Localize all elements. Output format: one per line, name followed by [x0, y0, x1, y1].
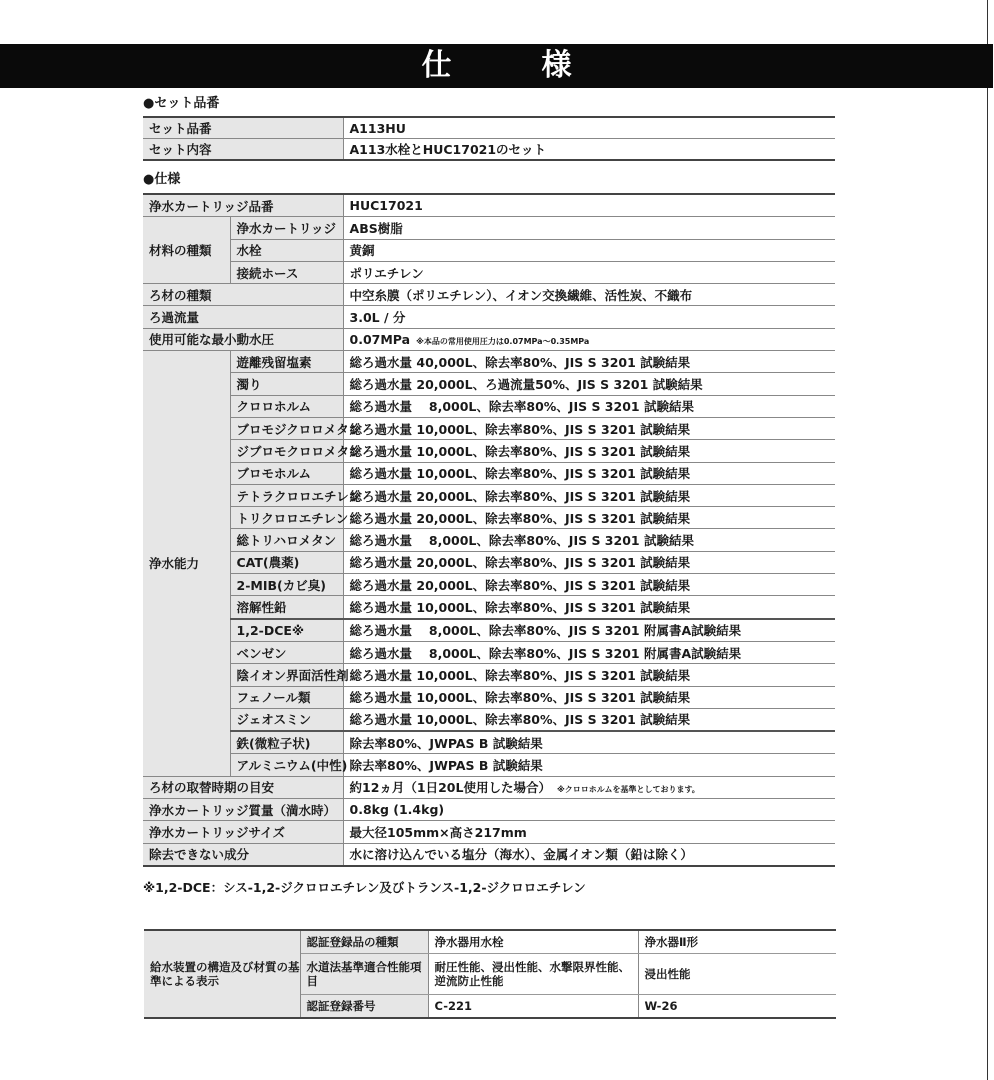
- table-row: [143, 754, 835, 776]
- table-row: [143, 776, 835, 798]
- row-value: C-221: [428, 995, 638, 1019]
- row-label: 浄水カートリッジ品番: [143, 194, 343, 217]
- table-row: [143, 139, 835, 161]
- table-row: [143, 731, 835, 754]
- row-sublabel: 濁り: [230, 373, 343, 395]
- row-label: 認証登録番号: [300, 995, 428, 1019]
- row-value: ポリエチレン: [343, 261, 835, 283]
- row-value: 浸出性能: [638, 954, 836, 995]
- table-row: [143, 574, 835, 596]
- row-value: ABS樹脂: [343, 217, 835, 239]
- table-row: [143, 529, 835, 551]
- row-sublabel: ジブロモクロロメタン: [230, 440, 343, 462]
- row-value: 総ろ過水量 20,000L、除去率80%、JIS S 3201 試験結果: [343, 507, 835, 529]
- row-label: 浄水カートリッジ質量（満水時）: [143, 799, 343, 821]
- table-row: [143, 551, 835, 573]
- footnote: ※1,2-DCE：シス-1,2-ジクロロエチレン及びトランス-1,2-ジクロロエチレン: [143, 880, 586, 895]
- row-label: ろ材の取替時期の目安: [143, 776, 343, 798]
- row-sublabel: CAT(農薬): [230, 551, 343, 573]
- table-row: [143, 843, 835, 866]
- table-row: [143, 417, 835, 439]
- table-row: [143, 799, 835, 821]
- row-value: 最大径105mm×高さ217mm: [343, 821, 835, 843]
- row-sublabel: フェノール類: [230, 686, 343, 708]
- table-row: [143, 261, 835, 283]
- row-value: [343, 328, 835, 350]
- table-row: [143, 351, 835, 373]
- row-value: 総ろ過水量 10,000L、除去率80%、JIS S 3201 試験結果: [343, 417, 835, 439]
- row-label: ろ過流量: [143, 306, 343, 328]
- table-row: [143, 641, 835, 663]
- row-value: 総ろ過水量 20,000L、除去率80%、JIS S 3201 試験結果: [343, 484, 835, 506]
- row-value: 耐圧性能、浸出性能、水撃限界性能、逆流防止性能: [428, 954, 638, 995]
- page-title: 仕 様: [0, 44, 993, 88]
- pressure-note: ※本品の常用使用圧力は0.07MPa～0.35MPa: [416, 336, 590, 346]
- row-value: 総ろ過水量 10,000L、除去率80%、JIS S 3201 試験結果: [343, 596, 835, 619]
- row-value: 総ろ過水量 10,000L、除去率80%、JIS S 3201 試験結果: [343, 664, 835, 686]
- row-sublabel: クロロホルム: [230, 395, 343, 417]
- row-sublabel: ブロモホルム: [230, 462, 343, 484]
- row-value: 総ろ過水量 20,000L、除去率80%、JIS S 3201 試験結果: [343, 574, 835, 596]
- table-row: [143, 440, 835, 462]
- table-row: [143, 484, 835, 506]
- cert-left-label: 給水装置の構造及び材質の基準による表示: [144, 930, 300, 1018]
- row-value: 0.8kg (1.4kg): [343, 799, 835, 821]
- table-row: [143, 239, 835, 261]
- row-sublabel: トリクロロエチレン: [230, 507, 343, 529]
- row-value: 浄水器用水栓: [428, 930, 638, 954]
- row-value: W-26: [638, 995, 836, 1019]
- table-row: [143, 328, 835, 350]
- row-label: 浄水カートリッジサイズ: [143, 821, 343, 843]
- row-sublabel: テトラクロロエチレン: [230, 484, 343, 506]
- row-label: セット品番: [143, 117, 343, 139]
- row-sublabel: 陰イオン界面活性剤: [230, 664, 343, 686]
- table-row: [143, 507, 835, 529]
- table-row: [143, 462, 835, 484]
- row-sublabel: 接続ホース: [230, 261, 343, 283]
- row-value: 総ろ過水量 8,000L、除去率80%、JIS S 3201 試験結果: [343, 529, 835, 551]
- table-row: [143, 686, 835, 708]
- table-row: [143, 194, 835, 217]
- row-value: 除去率80%、JWPAS B 試験結果: [343, 731, 835, 754]
- row-value: 総ろ過水量 10,000L、除去率80%、JIS S 3201 試験結果: [343, 462, 835, 484]
- row-value: 総ろ過水量 10,000L、除去率80%、JIS S 3201 試験結果: [343, 708, 835, 731]
- performance-label: 浄水能力: [143, 351, 230, 777]
- row-label: 使用可能な最小動水圧: [143, 328, 343, 350]
- row-sublabel: 総トリハロメタン: [230, 529, 343, 551]
- table-row: [143, 821, 835, 843]
- row-value: 黄銅: [343, 239, 835, 261]
- row-value: 総ろ過水量 40,000L、除去率80%、JIS S 3201 試験結果: [343, 351, 835, 373]
- table-row: [143, 373, 835, 395]
- row-sublabel: 2-MIB(カビ臭): [230, 574, 343, 596]
- row-sublabel: 鉄(微粒子状): [230, 731, 343, 754]
- row-value: HUC17021: [343, 194, 835, 217]
- replacement-value: 約12ヵ月（1日20L使用した場合）: [349, 780, 551, 796]
- row-sublabel: 水栓: [230, 239, 343, 261]
- row-sublabel: 1,2-DCE※: [230, 619, 343, 642]
- table-row: [143, 596, 835, 619]
- table-row: [143, 117, 835, 139]
- set-section-heading: ●セット品番: [143, 96, 220, 111]
- row-label: ろ材の種類: [143, 284, 343, 306]
- row-value: 総ろ過水量 8,000L、除去率80%、JIS S 3201 附属書A試験結果: [343, 641, 835, 663]
- table-row: [143, 619, 835, 642]
- row-value: 3.0L / 分: [343, 306, 835, 328]
- row-label: 水道法基準適合性能項目: [300, 954, 428, 995]
- set-table: [143, 116, 835, 161]
- table-row: [143, 395, 835, 417]
- row-sublabel: 遊離残留塩素: [230, 351, 343, 373]
- table-row: [144, 930, 836, 954]
- row-sublabel: ベンゼン: [230, 641, 343, 663]
- row-sublabel: ジェオスミン: [230, 708, 343, 731]
- row-sublabel: 溶解性鉛: [230, 596, 343, 619]
- row-value: 総ろ過水量 20,000L、除去率80%、JIS S 3201 試験結果: [343, 551, 835, 573]
- page-border-line: [987, 0, 988, 1080]
- row-value: 総ろ過水量 10,000L、除去率80%、JIS S 3201 試験結果: [343, 440, 835, 462]
- table-row: [143, 284, 835, 306]
- spec-table: [143, 193, 835, 867]
- table-row: [143, 708, 835, 731]
- row-value: [343, 776, 835, 798]
- row-value: 中空糸膜（ポリエチレン）、イオン交換繊維、活性炭、不織布: [343, 284, 835, 306]
- table-row: [143, 306, 835, 328]
- materials-label: 材料の種類: [143, 217, 230, 284]
- row-value: 総ろ過水量 8,000L、除去率80%、JIS S 3201 附属書A試験結果: [343, 619, 835, 642]
- certification-table: [144, 929, 836, 1019]
- row-label: 除去できない成分: [143, 843, 343, 866]
- row-sublabel: ブロモジクロロメタン: [230, 417, 343, 439]
- replacement-note: ※クロロホルムを基準としております。: [556, 785, 700, 795]
- row-value: 浄水器Ⅱ形: [638, 930, 836, 954]
- row-value: 総ろ過水量 10,000L、除去率80%、JIS S 3201 試験結果: [343, 686, 835, 708]
- row-value: 水に溶け込んでいる塩分（海水）、金属イオン類（鉛は除く）: [343, 843, 835, 866]
- row-sublabel: 浄水カートリッジ: [230, 217, 343, 239]
- spec-section-heading: ●仕様: [143, 172, 181, 187]
- row-sublabel: アルミニウム(中性): [230, 754, 343, 776]
- row-label: 認証登録品の種類: [300, 930, 428, 954]
- table-row: [143, 664, 835, 686]
- row-value: 総ろ過水量 20,000L、ろ過流量50%、JIS S 3201 試験結果: [343, 373, 835, 395]
- row-value: 総ろ過水量 8,000L、除去率80%、JIS S 3201 試験結果: [343, 395, 835, 417]
- row-value: A113HU: [343, 117, 835, 139]
- row-label: セット内容: [143, 139, 343, 161]
- pressure-value: 0.07MPa: [349, 331, 411, 347]
- row-value: 除去率80%、JWPAS B 試験結果: [343, 754, 835, 776]
- table-row: [143, 217, 835, 239]
- row-value: A113水栓とHUC17021のセット: [343, 139, 835, 161]
